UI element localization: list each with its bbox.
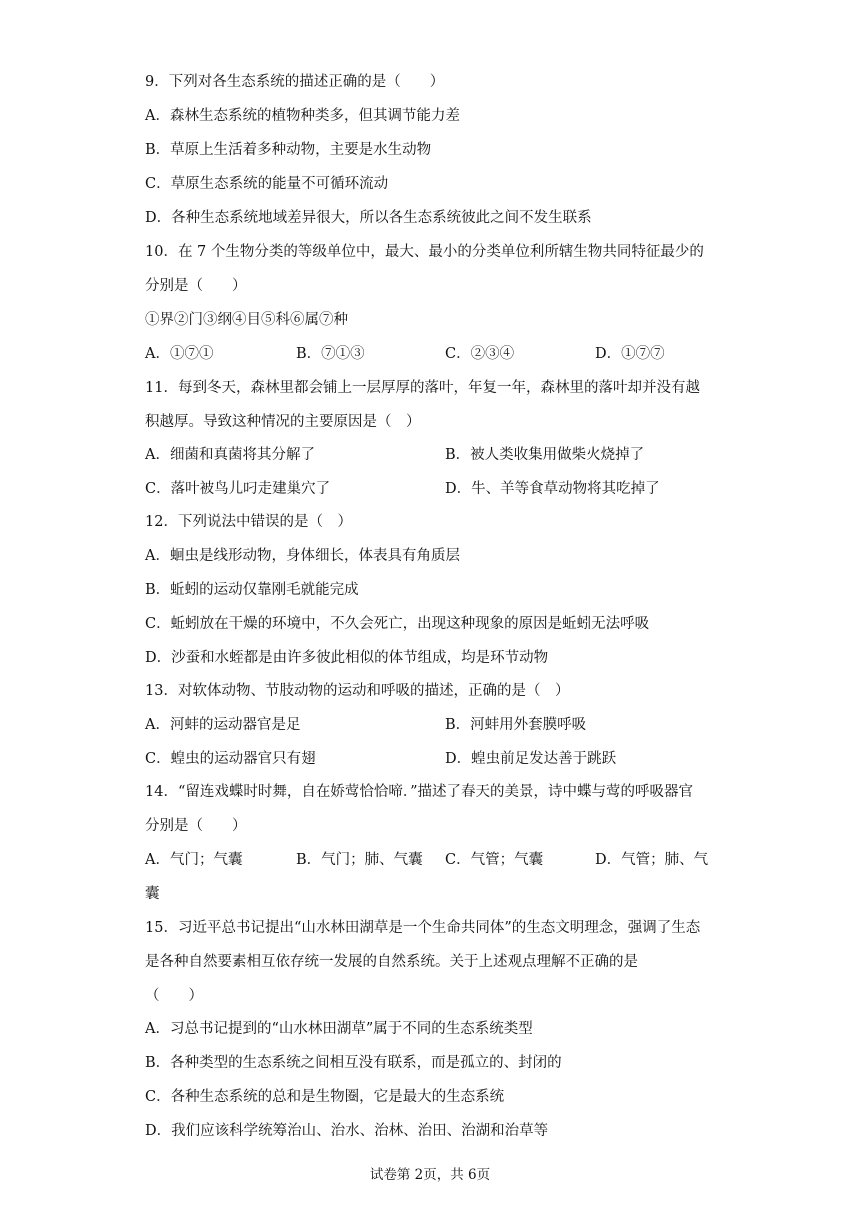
q11-option-a: A．细菌和真菌将其分解了	[145, 447, 315, 463]
q13-stem: 13．对软体动物、节肢动物的运动和呼吸的描述，正确的是（ ）	[145, 683, 570, 699]
q10-stem-line1: 10．在 7 个生物分类的等级单位中，最大、最小的分类单位利所辖生物共同特征最少的	[145, 244, 704, 260]
q10-stem-line2: 分别是（ ）	[145, 278, 247, 294]
q9-option-c: C．草原生态系统的能量不可循环流动	[145, 176, 389, 192]
q12-stem: 12．下列说法中错误的是（ ）	[145, 514, 352, 530]
q12-option-d: D．沙蚕和水蛭都是由许多彼此相似的体节组成，均是环节动物	[145, 650, 549, 666]
q12-option-a: A．蛔虫是线形动物，身体细长，体表具有角质层	[145, 548, 460, 564]
q9-option-a: A．森林生态系统的植物种类多，但其调节能力差	[145, 108, 460, 124]
q10-item-list: ①界②门③纲④目⑤科⑥属⑦种	[145, 312, 348, 328]
q13-option-a: A．河蚌的运动器官是足	[145, 717, 301, 733]
q13-option-c: C．蝗虫的运动器官只有翅	[145, 751, 316, 767]
q13-option-b: B．河蚌用外套膜呼吸	[445, 717, 587, 733]
q15-stem-line3: （ ）	[145, 988, 203, 1004]
q10-option-b: B．⑦①③	[296, 346, 365, 362]
q10-option-c: C．②③④	[445, 346, 515, 362]
q15-stem-line1: 15．习近平总书记提出“山水林田湖草是一个生命共同体”的生态文明理念，强调了生态	[145, 920, 701, 936]
q9-option-d: D．各种生态系统地域差异很大，所以各生态系统彼此之间不发生联系	[145, 210, 592, 226]
q11-stem-line2: 积越厚。导致这种情况的主要原因是（ ）	[145, 414, 421, 430]
q14-stem-line1: 14．“留连戏蝶时时舞，自在娇莺恰恰啼．”描述了春天的美景，诗中蝶与莺的呼吸器官	[145, 784, 694, 800]
q12-option-b: B．蚯蚓的运动仅靠刚毛就能完成	[145, 582, 359, 598]
q11-stem-line1: 11．每到冬天，森林里都会铺上一层厚厚的落叶，年复一年，森林里的落叶却并没有越	[145, 380, 700, 396]
q11-option-d: D．牛、羊等食草动物将其吃掉了	[445, 481, 660, 497]
q11-option-b: B．被人类收集用做柴火烧掉了	[445, 447, 645, 463]
q15-option-b: B．各种类型的生态系统之间相互没有联系，而是孤立的、封闭的	[145, 1055, 562, 1071]
q11-option-c: C．落叶被鸟儿叼走建巢穴了	[145, 481, 331, 497]
q13-option-d: D．蝗虫前足发达善于跳跃	[445, 751, 617, 767]
q12-option-c: C．蚯蚓放在干燥的环境中，不久会死亡，出现这种现象的原因是蚯蚓无法呼吸	[145, 616, 650, 632]
q15-stem-line2: 是各种自然要素相互依存统一发展的自然系统。关于上述观点理解不正确的是	[145, 954, 638, 970]
q14-option-a: A．气门；气囊	[145, 852, 243, 868]
q15-option-c: C．各种生态系统的总和是生物圈，它是最大的生态系统	[145, 1089, 505, 1105]
q14-stem-line2: 分别是（ ）	[145, 818, 247, 834]
page-footer: 试卷第 2页，共 6页	[369, 1167, 491, 1183]
q14-option-c: C．气管；气囊	[445, 852, 544, 868]
q10-option-a: A．①⑦①	[145, 346, 214, 362]
q14-option-d-continued: 囊	[145, 886, 160, 902]
q9-stem: 9．下列对各生态系统的描述正确的是（ ）	[145, 74, 445, 90]
q9-option-b: B．草原上生活着多种动物，主要是水生动物	[145, 142, 432, 158]
q15-option-a: A．习总书记提到的“山水林田湖草”属于不同的生态系统类型	[145, 1021, 533, 1037]
q15-option-d: D．我们应该科学统筹治山、治水、治林、治田、治湖和治草等	[145, 1123, 549, 1139]
q10-option-d: D．①⑦⑦	[595, 346, 665, 362]
q14-option-b: B．气门；肺、气囊	[296, 852, 423, 868]
q14-option-d: D．气管；肺、气	[595, 852, 709, 868]
